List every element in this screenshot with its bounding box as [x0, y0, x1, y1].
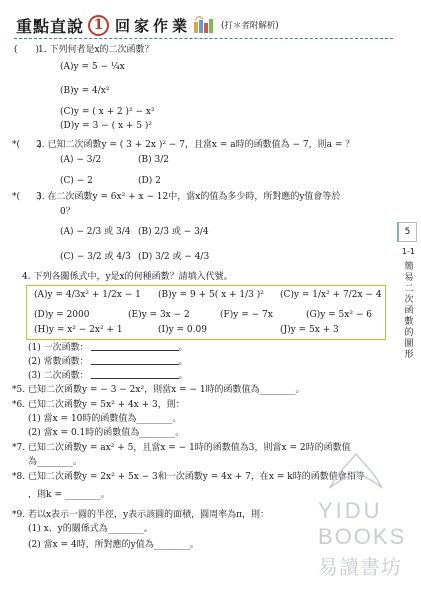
- question-7: *7. 已知二次函數y = ax² + 5，且當x = − 1時的函數值為3，則當x = 2時的函數值: [12, 443, 351, 453]
- side-section-number: 1-1: [401, 247, 415, 256]
- question-9: *9. 若以x表示一圓的半徑，y表示該圓的面積，圓周率為π，則：: [12, 510, 270, 520]
- watermark-line-1: YIDU: [318, 498, 383, 523]
- q4-item-i: (I)y = 0.09: [158, 325, 207, 335]
- watermark-bird-icon: [326, 448, 386, 498]
- books-icon: [193, 16, 215, 34]
- page-subtitle: 回家作業: [115, 16, 192, 35]
- q3-option-d: (D) 3/2 或 − 4/3: [138, 252, 210, 262]
- q3-option-c: (C) − 3/2 或 4/3: [60, 252, 131, 262]
- page-title: 重點直說: [16, 16, 85, 36]
- q4-item-h: (H)y = x² − 2x² + 1: [34, 325, 123, 335]
- q4-sub-1: (1) 一次函數： 。: [28, 343, 188, 353]
- q6-sub-1: (1) 當x = 10時的函數值為________。: [28, 414, 182, 424]
- q6-sub-2: (2) 當x = 0.1時的函數值為________。: [28, 428, 185, 438]
- q4-item-g: (G)y = 5x² − 6: [306, 310, 372, 320]
- question-3: *( )3. 在二次函數y = 6x² + x − 12中，當x的值為多少時，所對應的y值會等於: [12, 192, 341, 202]
- question-3-cont: 0？: [60, 207, 75, 217]
- q4-item-b: (B)y = 9 + 5( x + 1/3 )²: [158, 290, 264, 300]
- question-4: 4. 下列各關係式中，y是x的何種函數？請填入代號。: [22, 272, 233, 282]
- q4-sub-2: (2) 常數函數： 。: [28, 357, 188, 367]
- watermark-line-3: 易讀書坊: [318, 555, 402, 579]
- q2-option-c: (C) − 2: [60, 176, 93, 186]
- page-header: [16, 12, 279, 38]
- question-8: *8. 已知二次函數y = 2x² + 5x − 3和一次函數y = 4x + 7，在x = k時的函數值會相等: [12, 472, 365, 482]
- question-8-cont: ，則k = ________。: [28, 490, 110, 500]
- q4-sub-3: (3) 二次函數： 。: [28, 371, 188, 381]
- question-6: *6. 已知二次函數y = 5x² + 4x + 3，則：: [12, 400, 185, 410]
- watermark-line-2: BOOKS: [318, 524, 407, 549]
- q1-option-b: (B)y = 4/x²: [60, 86, 110, 96]
- q1-option-c: (C)y = ( x + 2 )² − x²: [60, 107, 155, 117]
- header-divider: [14, 38, 393, 39]
- question-1: ( )1. 下列何者是x的二次函數？: [14, 45, 154, 55]
- q1-option-d: (D)y = 3 − ( x + 5 )²: [60, 121, 152, 131]
- lesson-number-badge: 1: [88, 15, 109, 36]
- q4-item-e: (E)y = 3x − 2: [128, 310, 190, 320]
- q9-sub-1: (1) x、y的關係式為________。: [28, 524, 153, 534]
- q3-option-a: (A) − 2/3 或 3/4: [60, 227, 131, 237]
- answer-note: (打＊者附解析): [221, 21, 279, 31]
- question-5: *5. 已知二次函數y = − 3 − 2x²，則當x = − 1時的函數值為________。: [12, 385, 305, 395]
- q4-item-a: (A)y = 4/3x² + 1/2x − 1: [34, 290, 141, 300]
- question-2: *( )2. 已知二次函數y = ( 3 + 2x )² − 7，且當x = a時的函數值為 − 7，則a = ？: [12, 140, 355, 150]
- q4-item-j: (J)y = 5x + 3: [280, 325, 339, 335]
- side-page-tab[interactable]: 5: [397, 222, 417, 242]
- q4-item-f: (F)y = − 7x: [220, 310, 273, 320]
- q2-option-b: (B) 3/2: [138, 155, 169, 165]
- q1-option-a: (A)y = 5 − ¼x: [60, 62, 125, 72]
- side-section-label: 簡易二次函數的圖形: [404, 262, 414, 360]
- q3-option-b: (B) 2/3 或 − 3/4: [138, 227, 209, 237]
- question-7-cont: 為________。: [28, 457, 83, 467]
- q4-item-c: (C)y = 1/x² + 7/2x − 4: [280, 290, 382, 300]
- q4-item-d: (D)y = 2000: [34, 310, 90, 320]
- q2-option-d: (D) 2: [138, 176, 161, 186]
- q9-sub-2: (2) 當x = 4時，所對應的y值為________。: [28, 540, 199, 550]
- q2-option-a: (A) − 3/2: [60, 155, 102, 165]
